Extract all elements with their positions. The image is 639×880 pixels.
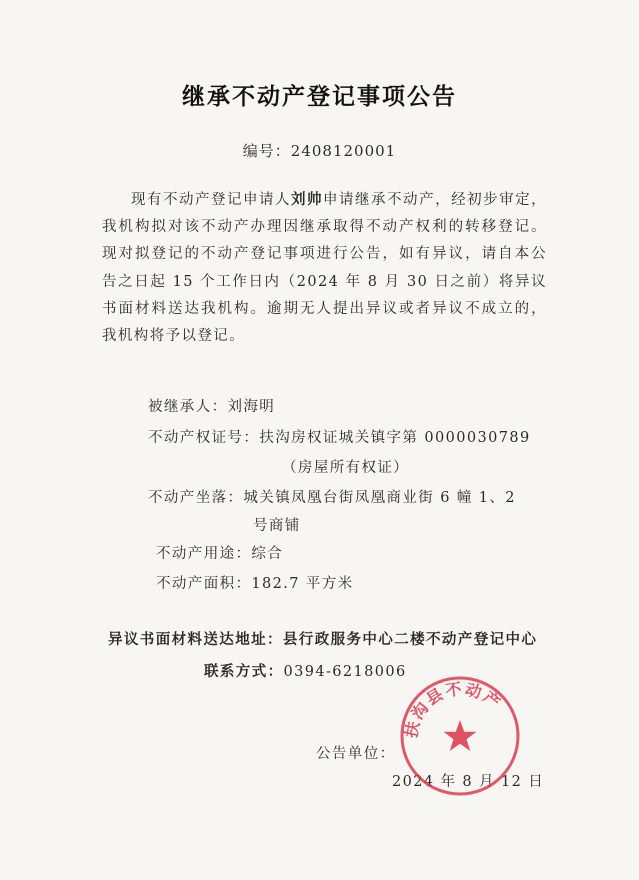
address-value: 县行政服务中心二楼不动产登记中心	[282, 631, 538, 648]
certificate-note: （房屋所有权证）	[282, 460, 410, 476]
address-label: 异议书面材料送达地址：	[108, 631, 283, 648]
use-row	[156, 542, 283, 566]
area-label: 不动产面积：	[156, 576, 252, 592]
use-label: 不动产用途：	[156, 546, 252, 562]
use-value: 综合	[251, 546, 284, 562]
location-label: 不动产坐落：	[148, 490, 244, 506]
page-title: 继承不动产登记事项公告	[182, 83, 457, 110]
number-label: 编号：	[242, 142, 291, 160]
document-number	[0, 140, 639, 161]
certificate-value: 扶沟房权证城关镇字第 0000030789	[259, 430, 531, 446]
area-value: 182.7 平方米	[251, 576, 354, 592]
heir-label: 被继承人：	[148, 399, 228, 415]
heir-value: 刘海明	[227, 399, 276, 415]
certificate-row	[148, 426, 531, 450]
issuer-label: 公告单位：	[316, 746, 396, 762]
location-row	[148, 486, 516, 510]
contact-row	[204, 660, 407, 684]
contact-label: 联系方式：	[204, 663, 284, 680]
heir-row	[148, 395, 275, 419]
address-row	[108, 628, 537, 652]
contact-value: 0394-6218006	[283, 664, 407, 680]
applicant-name: 刘帅	[291, 191, 324, 208]
body-text-b: 申请继承不动产，经初步审定，我机构拟对该不动产办理因继承取得不动产权利的转移登记。现对拟登记的不动产登记事项进行公告，如有异议，请自本公告之日起 15 个工作日内（2024 年 8 月 30 日之前）将异议书面材料送达我机构。逾期无人提出异议或者异议不成立的，我机构将予以登记。	[102, 192, 547, 345]
number-value: 2408120001	[290, 142, 397, 160]
certificate-label: 不动产权证号：	[148, 430, 260, 446]
issue-date: 2024 年 8 月 12 日	[392, 774, 545, 790]
star-icon	[444, 720, 477, 751]
seal-text: 扶沟县不动产	[401, 679, 506, 740]
official-seal	[396, 672, 524, 800]
area-row	[156, 572, 354, 596]
location-value-line1: 城关镇凤凰台街凤凰商业街 6 幢 1、2	[243, 490, 516, 506]
location-value-line2: 号商铺	[253, 518, 301, 534]
announcement-body	[102, 186, 547, 350]
body-text-a: 现有不动产登记申请人	[131, 192, 292, 208]
